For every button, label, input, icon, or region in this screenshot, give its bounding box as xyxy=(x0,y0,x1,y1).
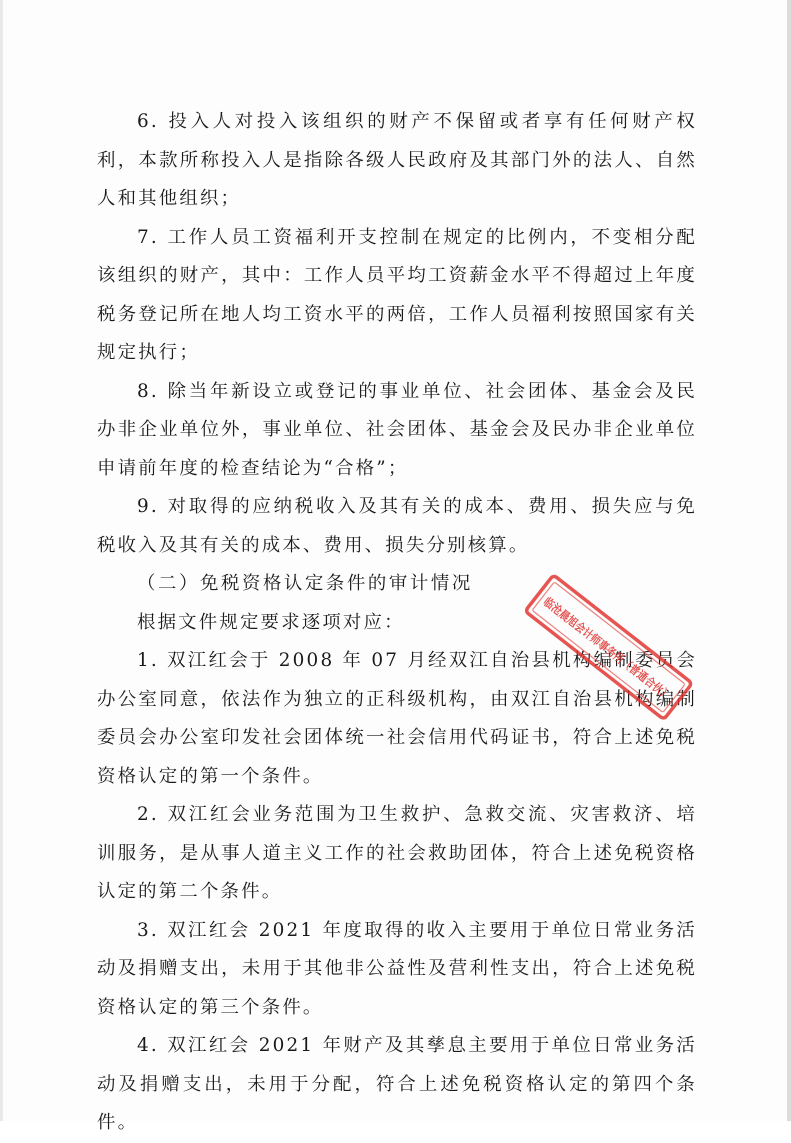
audit-item-3: 3. 双江红会 2021 年度取得的收入主要用于单位日常业务活动及捐赠支出，未用于其他非公益性及营利性支出，符合上述免税资格认定的第三个条件。 xyxy=(97,919,697,1018)
paragraph-item-7: 7. 工作人员工资福利开支控制在规定的比例内，不变相分配该组织的财产，其中：工作人员平均工资薪金水平不得超过上年度税务登记所在地人均工资水平的两倍，工作人员福利按照国家有关规定执行； xyxy=(97,226,697,363)
section-heading: （二）免税资格认定条件的审计情况 xyxy=(137,573,473,594)
paragraph-item-8: 8. 除当年新设立或登记的事业单位、社会团体、基金会及民办非企业单位外，事业单位、社会团体、基金会及民办非企业单位申请前年度的检查结论为“合格”； xyxy=(97,380,697,479)
scan-edge-left xyxy=(0,0,3,1121)
audit-item-1: 1. 双江红会于 2008 年 07 月经双江自治县机构编制委员会办公室同意，依法作为独立的正科级机构，由双江自治县机构编制委员会办公室印发社会团体统一社会信用代码证书，符合上述免税资格认定的第一个条件。 xyxy=(97,650,697,787)
scan-edge-right xyxy=(787,0,791,1121)
document-body xyxy=(97,103,697,1143)
paragraph-item-9: 9. 对取得的应纳税收入及其有关的成本、费用、损失应与免税收入及其有关的成本、费用、损失分别核算。 xyxy=(97,496,697,556)
intro-paragraph: 根据文件规定要求逐项对应： xyxy=(137,611,405,633)
audit-item-4: 4. 双江红会 2021 年财产及其孳息主要用于单位日常业务活动及捐赠支出，未用于分配，符合上述免税资格认定的第四个条件。 xyxy=(97,1035,697,1133)
audit-item-2: 2. 双江红会业务范围为卫生救护、急救交流、灾害救济、培训服务，是从事人道主义工作的社会救助团体，符合上述免税资格认定的第二个条件。 xyxy=(97,804,697,902)
paragraph-item-6: 6. 投入人对投入该组织的财产不保留或者享有任何财产权利，本款所称投入人是指除各级人民政府及其部门外的法人、自然人和其他组织； xyxy=(97,111,697,209)
seal-text: 临沧晨旭会计师事务所（普通合伙） xyxy=(540,594,695,719)
